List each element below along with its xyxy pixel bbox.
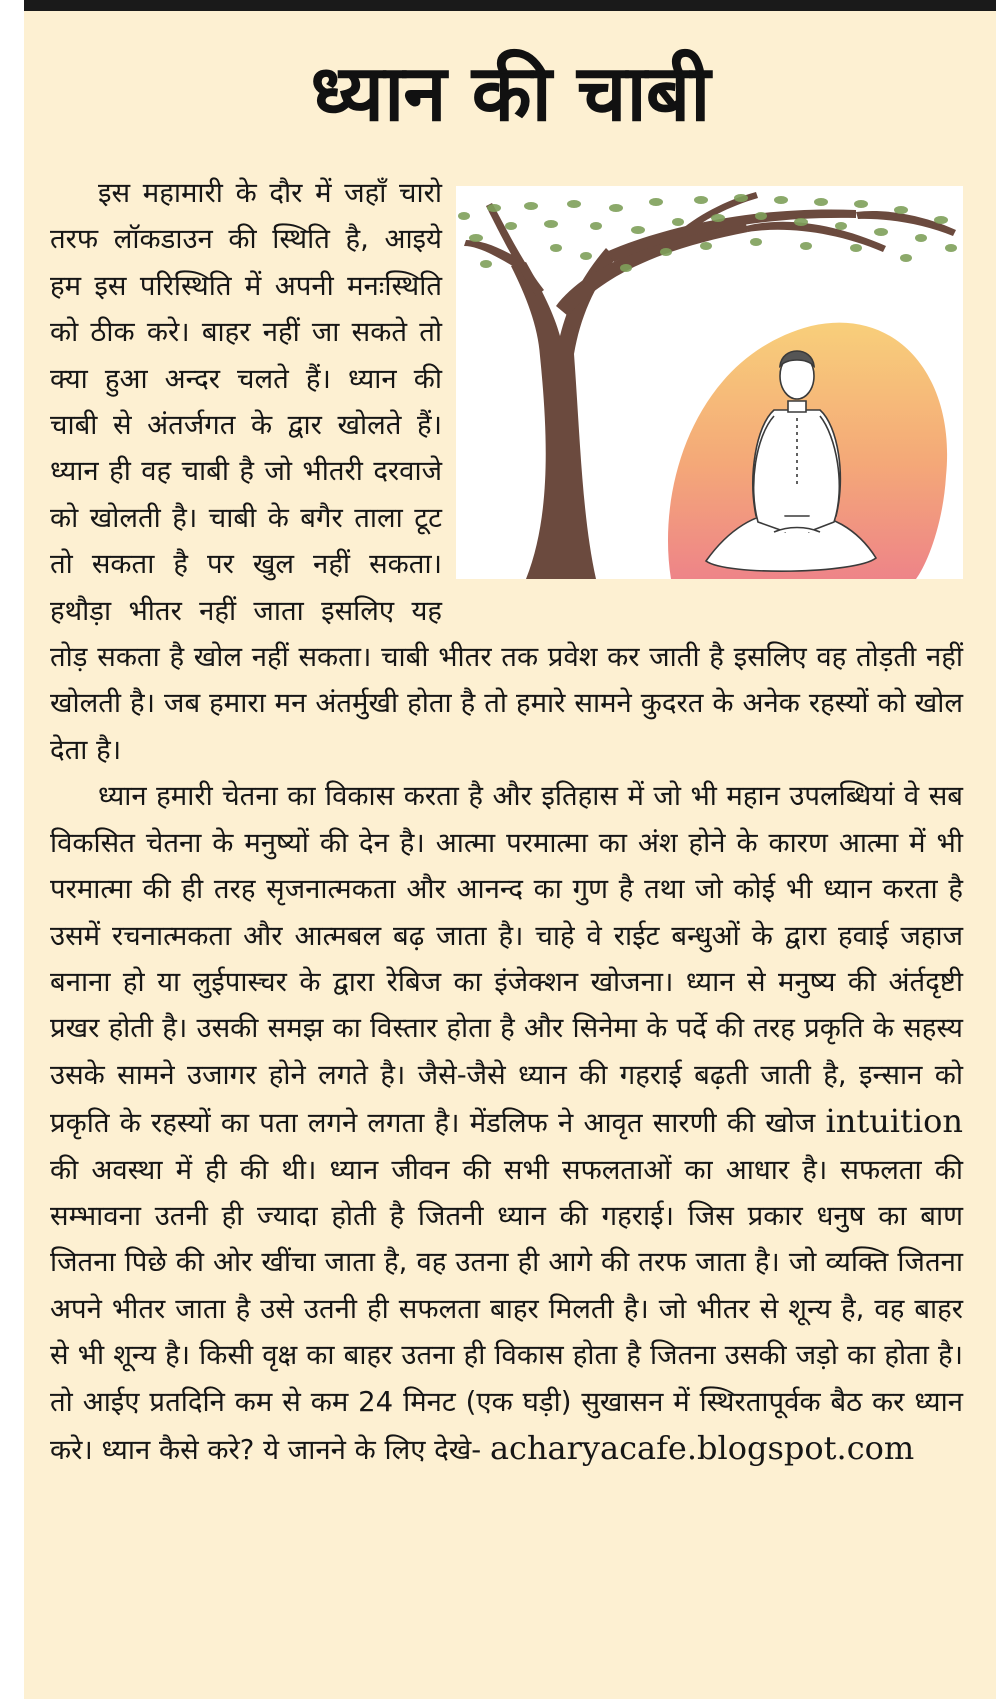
top-border-bar — [24, 0, 996, 11]
paragraph-2-text: ध्यान हमारी चेतना का विकास करता है और इतिहास में जो भी महान उपलब्धियां वे सब विकसित चेतना के मनुष्यों की देन है। आत्मा परमात्मा का अंश होने के कारण आत्मा में भी परमात्मा की ही तरह सृजनात्मकता और आनन्द का गुण है तथा जो कोई भी ध्यान करता है उसमें रचनात्मकता और आत्मबल बढ़ जाता है। चाहे वे राईट बन्धुओं के द्वारा हवाई जहाज बनाना हो या लुईपास्चर के द्वारा रेबिज का इंजेक्शन खोजना। ध्यान से मनुष्य की अंर्तदृष्टी प्रखर होती है। उसकी समझ का विस्तार होता है और सिनेमा के पर्दे की तरह प्रकृति के सहस्य उसके सामने उजागर होने लगते है। जैसे-जैसे ध्यान की गहराई बढ़ती जाती है, इन्सान को प्रकृति के रहस्यों का पता लगने लगता है। मेंडलिफ ने आवृत सारणी की खोज — [50, 780, 963, 1140]
article-title: ध्यान की चाबी — [310, 49, 710, 139]
meditation-illustration-svg — [456, 186, 963, 579]
paragraph-1-text: इस महामारी के दौर में जहाँ चारो तरफ लॉकडाउन की स्थिति है, आइये हम इस परिस्थिति में अपनी मनःस्थिति को ठीक करे। बाहर नहीं जा सकते तो क्या हुआ अन्दर चलते हैं। ध्यान की चाबी से अंतर्जगत के द्वार खोलते हैं। ध्यान ही वह चाबी है जो भीतरी दरवाजे को खोलती है। चाबी के बगैर ताला टूट तो सकता है पर खुल नहीं सकता। हथौड़ा भीतर नहीं जाता इसलिए यह तोड़ सकता है खोल नहीं सकता। चाबी भीतर तक प्रवेश कर जाती है इसलिए वह तोड़ती नहीं खोलती है। जब हमारा मन अंतर्मुखी होता है तो हमारे सामने कुदरत के अनेक रहस्यों को खोल देता है। — [50, 177, 963, 766]
paragraph-2 — [50, 773, 963, 1473]
latin-word: intuition — [825, 1102, 963, 1141]
website-link[interactable]: acharyacafe.blogspot.com — [489, 1428, 915, 1467]
article-body — [50, 170, 963, 1473]
meditation-tree-illustration — [456, 186, 963, 579]
paragraph-2-text-cont: की अवस्था में ही की थी। ध्यान जीवन की सभी सफलताओं का आधार है। सफलता की सम्भावना उतनी ही ज्यादा होती है जितनी ध्यान की गहराई। जिस प्रकार धनुष का बाण जितना पिछे की ओर खींचा जाता है, वह उतना ही आगे की तरफ जाता है। जो व्यक्ति जितना अपने भीतर जाता है उसे उतनी ही सफलता बाहर मिलती है। जो भीतर से शून्य है, वह बाहर से भी शून्य है। किसी वृक्ष का बाहर उतना ही विकास होता है जितना उसकी जड़ो का होता है। तो आईए प्रतदिनि कम से कम 24 मिनट (एक घड़ी) सुखासन में स्थिरतापूर्वक बैठ कर ध्यान करे। ध्यान कैसे करे? ये जानने के लिए देखे- — [50, 1153, 963, 1466]
